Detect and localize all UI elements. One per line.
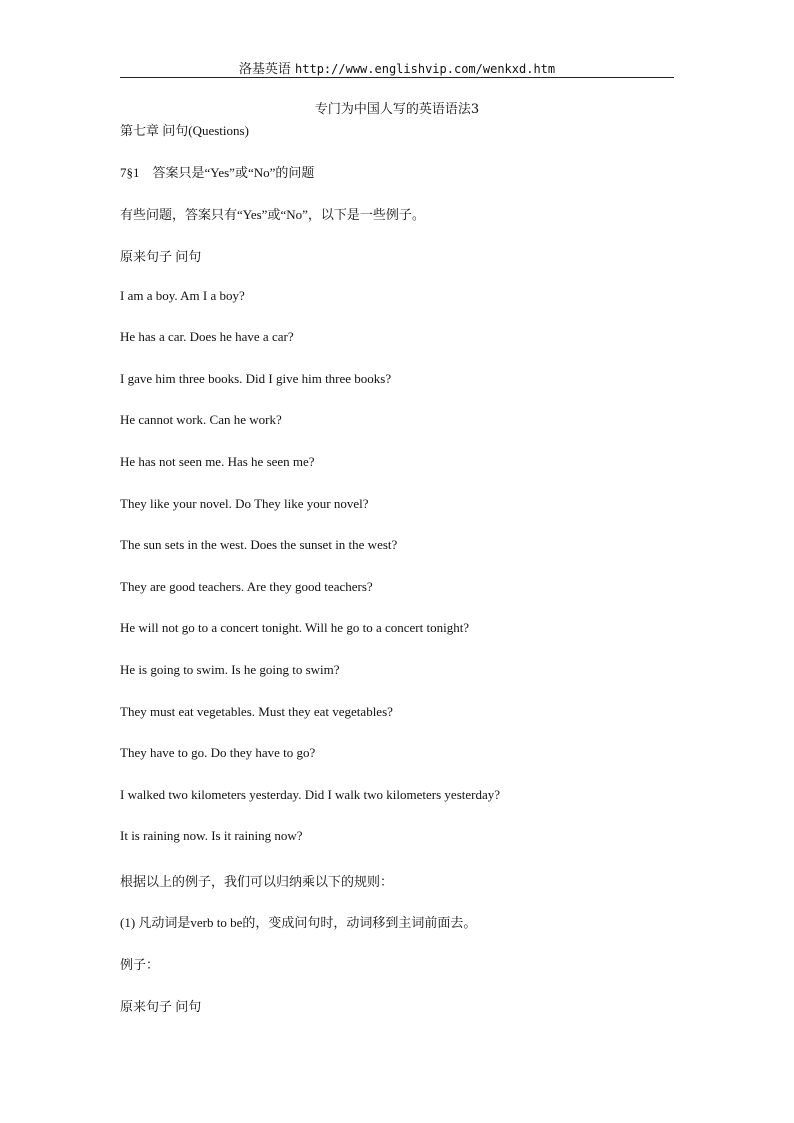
site-url: http://www.englishvip.com/wenkxd.htm: [295, 62, 556, 76]
site-name: 洛基英语: [238, 62, 291, 77]
example-line: They must eat vegetables. Must they eat vegetables?: [120, 704, 393, 719]
column-label: 原来句子 问句: [120, 249, 202, 264]
example-line: He is going to swim. Is he going to swim?: [120, 662, 340, 677]
paragraph: 根据以上的例子，我们可以归纳乘以下的规则：: [120, 874, 394, 889]
example-line: The sun sets in the west. Does the sunset in the west?: [120, 537, 398, 552]
example-line: They like your novel. Do They like your novel?: [120, 496, 369, 511]
document-title: 专门为中国人写的英语语法3: [314, 102, 480, 117]
paragraph: 有些问题，答案只有“Yes”或“No”，以下是一些例子。: [120, 207, 425, 222]
example-line: I gave him three books. Did I give him three books?: [120, 371, 392, 386]
section-heading: 7§1 答案只是“Yes”或“No”的问题: [120, 165, 315, 180]
column-label: 原来句子 问句: [120, 999, 202, 1014]
example-line: I am a boy. Am I a boy?: [120, 288, 245, 303]
example-line: They are good teachers. Are they good teachers?: [120, 579, 373, 594]
example-line: It is raining now. Is it raining now?: [120, 828, 303, 843]
example-line: He has a car. Does he have a car?: [120, 329, 294, 344]
example-line: He will not go to a concert tonight. Will he go to a concert tonight?: [120, 620, 470, 635]
paragraph: 例子：: [120, 957, 160, 972]
page-header: [120, 58, 674, 78]
chapter-heading: 第七章 问句(Questions): [120, 123, 249, 138]
example-line: I walked two kilometers yesterday. Did I walk two kilometers yesterday?: [120, 787, 501, 802]
header-divider: [120, 77, 674, 78]
example-line: He cannot work. Can he work?: [120, 412, 282, 427]
example-line: They have to go. Do they have to go?: [120, 745, 316, 760]
example-line: He has not seen me. Has he seen me?: [120, 454, 315, 469]
rule-item: (1) 凡动词是verb to be的，变成问句时，动词移到主词前面去。: [120, 915, 477, 930]
